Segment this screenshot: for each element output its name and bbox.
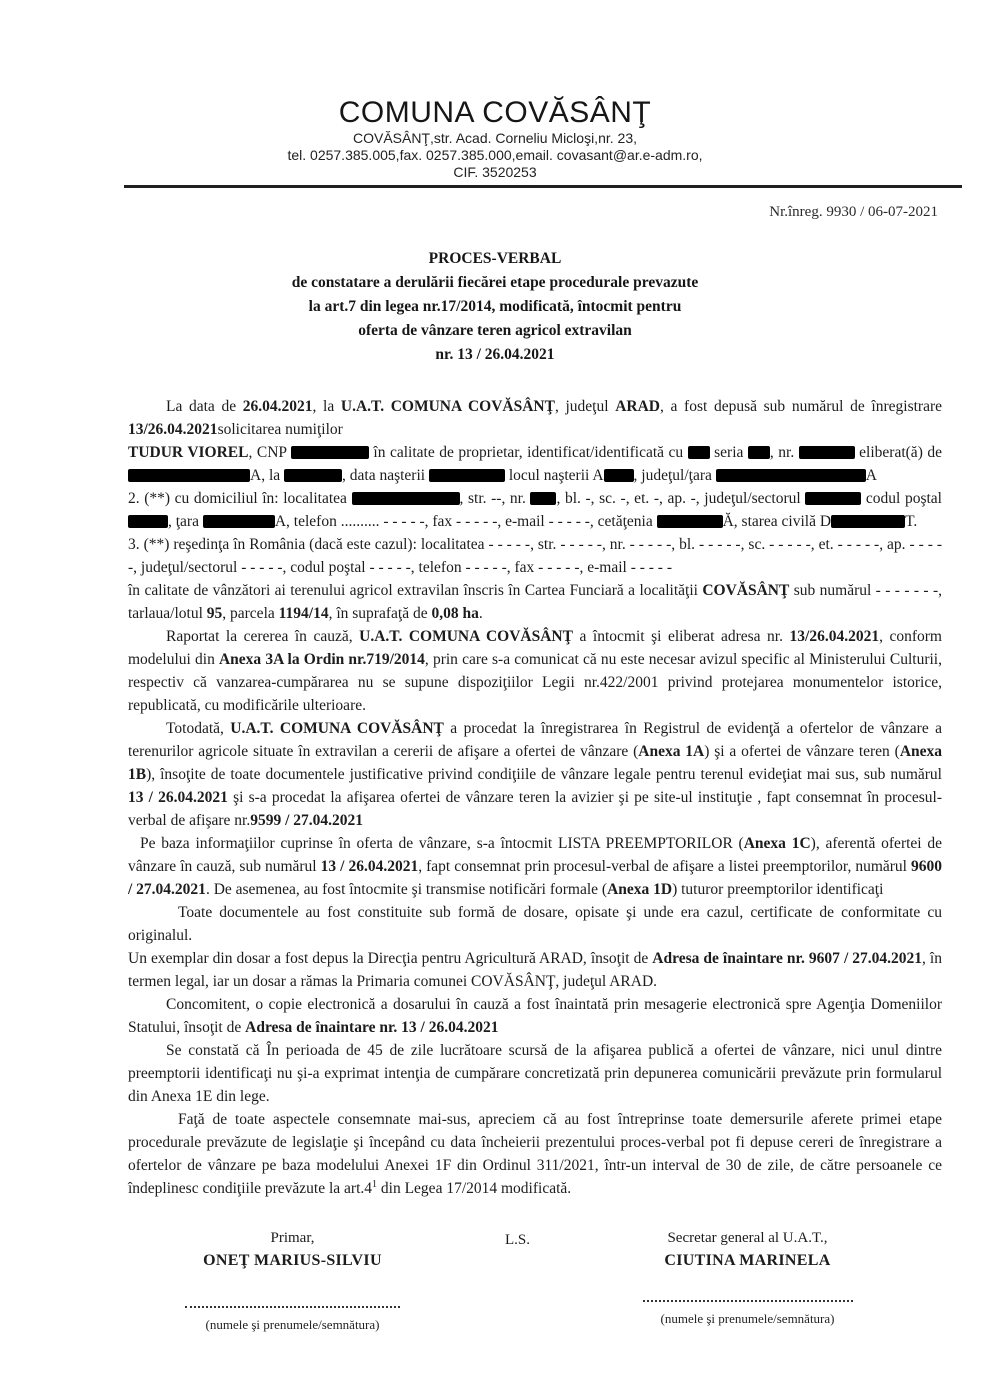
title-line: nr. 13 / 26.04.2021: [435, 346, 555, 363]
redaction-box: [831, 515, 905, 528]
body-paragraph: 2. (**) cu domiciliul în: localitatea , str. --, nr. , bl. -, sc. -, et. -, ap. -, judeţul/sectorul codul poştal , ţara A, telefon .......... - - - - -, fax - - - - -, e-mail - - - - -, cetăţenia Ă, starea civilă D T.: [128, 490, 942, 530]
seal-placeholder: L.S.: [505, 1232, 531, 1248]
redaction-box: [805, 492, 861, 505]
signature-caption-left: (numele şi prenumele/semnătura): [205, 1317, 380, 1332]
redaction-box: [128, 469, 250, 482]
signature-row: [130, 1230, 875, 1333]
signature-name-primar: ONEŢ MARIUS-SILVIU: [203, 1252, 382, 1269]
body-paragraph: Pe baza informaţiilor cuprinse în oferta de vânzare, s-a întocmit LISTA PREEMPTORILOR (Anexa 1C), aferentă ofertei de vânzare în cauză, sub numărul 13 / 26.04.2021, fapt consemnat prin procesul-verbal de afişare a listei preemptorilor, numărul 9600 / 27.04.2021. De asemenea, au fost întocmite şi transmise notificări formale (Anexa 1D) tuturor preemptorilor identificaţi: [128, 835, 943, 898]
redaction-box: [799, 446, 855, 459]
body-paragraph: Faţă de toate aspectele consemnate mai-sus, apreciem că au fost întreprinse toate demersurile aferete primei etape procedurale prevăzute de legislaţie şi începând cu data încheierii prezentului proces-verbal pot fi depuse cereri de înregistrare a ofertelor de vânzare pe baza modelului Anexei 1F din Ordinul 311/2021, într-un interval de 30 de zile, de către persoanele ce îndeplinesc condiţiile prevăzute la $art.4^1$ din Legea 17/2014 modificată.: [128, 1111, 942, 1197]
letterhead-cif: CIF. 3520253: [453, 164, 537, 180]
body-paragraph: Toate documentele au fost constituite sub formă de dosare, opisate şi unde era cazul, certificate de conformitate cu originalul.: [128, 904, 942, 944]
redaction-box: [716, 469, 866, 482]
redaction-box: [657, 515, 723, 528]
signature-role-secretar: Secretar general al U.A.T.,: [667, 1230, 828, 1246]
document-title: [0, 247, 990, 367]
body-paragraph: în calitate de vânzători ai terenului agricol extravilan înscris în Cartea Funciară a localităţii COVĂSÂNŢ sub numărul - - - - - - -, tarlaua/lotul 95, parcela 1194/14, în suprafaţă de 0,08 ha.: [128, 582, 942, 622]
body-paragraph: Raportat la cererea în cauză, U.A.T. COMUNA COVĂSÂNŢ a întocmit şi eliberat adresa nr. 13/26.04.2021, conform modelului din Anexa 3A la Ordin nr.719/2014, prin care s-a comunicat că nu este necesar avizul specific al Ministerului Culturii, respectiv că vanzarea-cumpărarea nu se supune dispoziţiilor Legii nr.422/2001 privind protejarea monumentelor istorice, republicată, cu modificările ulterioare.: [128, 628, 942, 714]
signature-name-secretar: CIUTINA MARINELA: [664, 1252, 831, 1269]
redaction-box: [530, 492, 556, 505]
signature-right: [620, 1230, 875, 1327]
organization-name: COMUNA COVĂSÂNŢ: [338, 96, 652, 129]
header-divider: [124, 185, 962, 188]
body-paragraph: La data de 26.04.2021, la U.A.T. COMUNA COVĂSÂNŢ, judeţul ARAD, a fost depusă sub numărul de înregistrare 13/26.04.2021solicitarea numiţilor: [128, 398, 942, 438]
redaction-box: [352, 492, 460, 505]
signature-line-right: [643, 1300, 853, 1302]
body-paragraph: 3. (**) reşedinţa în România (dacă este cazul): localitatea - - - - -, str. - - - - -, nr. - - - - -, bl. - - - - -, sc. - - - - -, et. - - - - -, ap. - - - - -, judeţul/sectorul - - - - -, codul poştal - - - - -, telefon - - - - -, fax - - - - -, e-mail - - - - -: [128, 536, 942, 576]
signature-caption-right: (numele şi prenumele/semnătura): [660, 1311, 835, 1326]
document-body: [128, 395, 942, 1200]
redaction-box: [291, 446, 369, 459]
letterhead: [0, 0, 990, 188]
letterhead-address: COVĂSÂNŢ,str. Acad. Corneliu Micloşi,nr. 23,: [353, 130, 637, 146]
body-paragraph: Un exemplar din dosar a fost depus la Direcţia pentru Agricultură ARAD, însoţit de Adresa de înaintare nr. 9607 / 27.04.2021, în termen legal, iar un dosar a rămas la Primaria comunei COVĂSÂNŢ, judeţul ARAD.: [128, 950, 942, 990]
letterhead-contact: tel. 0257.385.005,fax. 0257.385.000,email. covasant@ar.e-adm.ro,: [287, 147, 703, 163]
body-paragraph: Concomitent, o copie electronică a dosarului în cauză a fost înaintată prin mesagerie electronică spre Agenţia Domeniilor Statului, însoţit de Adresa de înaintare nr. 13 / 26.04.2021: [128, 996, 942, 1036]
title-line: PROCES-VERBAL: [428, 250, 562, 267]
signature-line-left: [185, 1306, 400, 1308]
signature-block: [130, 1230, 875, 1333]
redaction-box: [203, 515, 275, 528]
redaction-box: [748, 446, 770, 459]
redaction-box: [128, 515, 168, 528]
redaction-box: [284, 469, 342, 482]
signature-role-primar: Primar,: [270, 1230, 315, 1246]
signature-left: [160, 1230, 425, 1333]
title-line: oferta de vânzare teren agricol extravilan: [358, 322, 632, 339]
registration-number: Nr.înreg. 9930 / 06-07-2021: [769, 204, 938, 220]
body-paragraph: Se constată că În perioada de 45 de zile lucrătoare scursă de la afişarea publică a ofertei de vânzare, nici unul dintre preemptorii identificaţi nu şi-a exprimat intenţia de cumpărare concretizată prin depunerea comunicării prevăzute prin formularul din Anexa 1E din lege.: [128, 1042, 942, 1105]
redaction-box: [688, 446, 710, 459]
body-paragraph: TUDUR VIOREL, CNP în calitate de proprietar, identificat/identificată cu seria , nr. eliberat(ă) de A, la , data naşterii locul naşterii A , judeţul/ţara A: [128, 444, 942, 484]
redaction-box: [604, 469, 634, 482]
title-line: de constatare a derulării fiecărei etape procedurale prevazute: [291, 274, 699, 291]
title-line: la art.7 din legea nr.17/2014, modificată, întocmit pentru: [308, 298, 682, 315]
redaction-box: [429, 469, 505, 482]
body-paragraph: Totodată, U.A.T. COMUNA COVĂSÂNŢ a procedat la înregistrarea în Registrul de evidenţă a ofertelor de vânzare a terenurilor agricole situate în extravilan a cererii de afişare a ofertei de vânzare (Anexa 1A) şi a ofertei de vânzare teren (Anexa 1B), însoţite de toate documentele justificative privind condiţiile de vânzare legale pentru terenul evideţiat mai sus, sub numărul 13 / 26.04.2021 şi s-a procedat la afişarea ofertei de vânzare teren la avizier şi pe site-ul instituţie , fapt consemnat în procesul-verbal de afişare nr.9599 / 27.04.2021: [128, 720, 943, 829]
